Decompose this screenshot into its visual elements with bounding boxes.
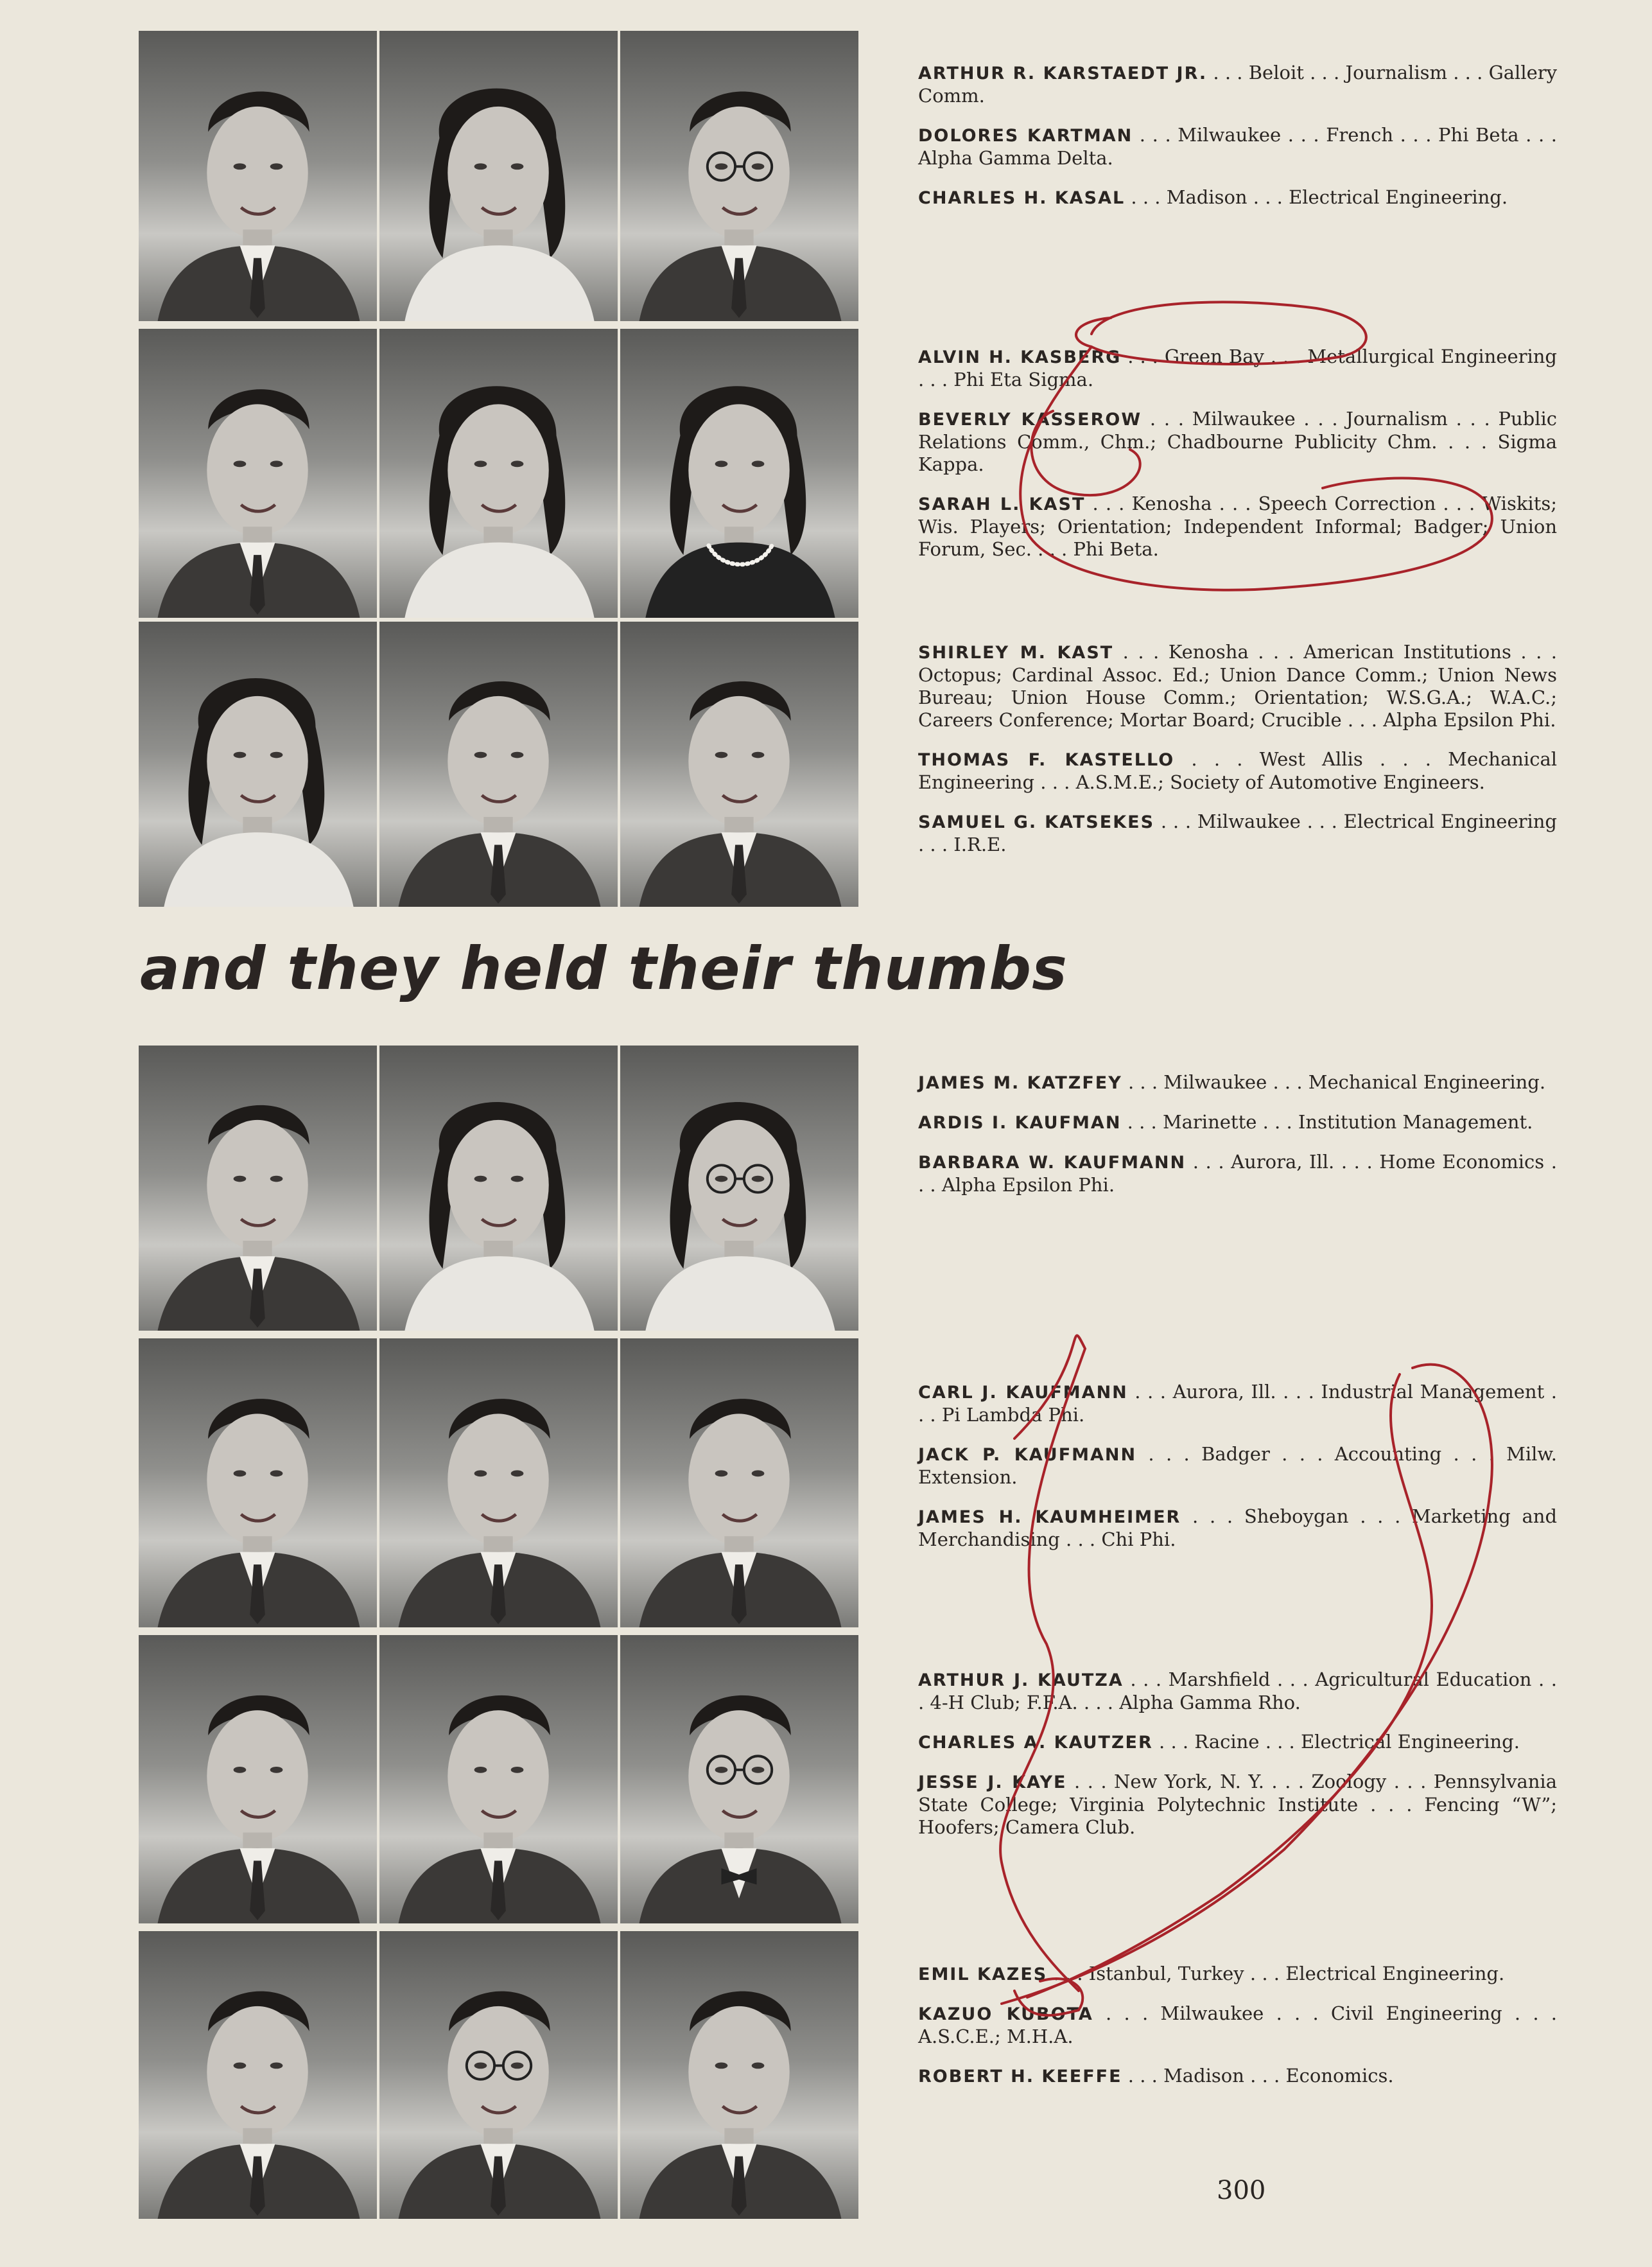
student-entry	[918, 1151, 1557, 1196]
student-entry	[918, 124, 1557, 170]
student-name: CHARLES H. KASAL	[918, 188, 1126, 208]
student-entry	[918, 1505, 1557, 1551]
student-details: . . . Green Bay . . . Metallurgical Engineering . . . Phi Eta Sigma.	[918, 346, 1557, 390]
student-details: . . . Madison . . . Electrical Engineering.	[1125, 186, 1508, 208]
student-details: . . . Milwaukee . . . Electrical Engineering . . . I.R.E.	[918, 810, 1557, 855]
student-entry	[918, 748, 1557, 794]
student-name: DOLORES KARTMAN	[918, 126, 1133, 146]
student-portrait	[139, 1338, 377, 1627]
entry-group-6	[918, 1668, 1557, 1855]
student-entry	[918, 1111, 1557, 1134]
student-entry	[918, 62, 1557, 107]
student-details: . . . Kenosha . . . Speech Correction . . . Wiskits; Wis. Players; Orientation; Independent Informal; Badger; Union Forum, Sec. . . . Phi Beta.	[918, 493, 1557, 560]
student-portrait	[139, 329, 377, 618]
student-details: . . . Milwaukee . . . Journalism . . . Public Relations Comm., Chm.; Chadbourne Publicity Chm. . . . Sigma Kappa.	[918, 408, 1557, 475]
student-name: SAMUEL G. KATSEKES	[918, 812, 1155, 832]
student-details: . . . Marinette . . . Institution Management.	[1121, 1111, 1533, 1133]
student-portrait	[379, 622, 618, 907]
student-portrait	[139, 1635, 377, 1923]
student-portrait	[139, 1046, 377, 1331]
entry-group-5	[918, 1381, 1557, 1568]
student-details: . . . Racine . . . Electrical Engineering.	[1152, 1731, 1520, 1753]
student-entry	[918, 1668, 1557, 1714]
student-portrait	[379, 1635, 618, 1923]
student-portrait	[620, 1931, 858, 2219]
student-details: . . . Sheboygan . . . Marketing and Merchandising . . . Chi Phi.	[918, 1505, 1558, 1550]
student-entry	[918, 1443, 1557, 1489]
student-name: JESSE J. KAYE	[918, 1772, 1067, 1792]
student-name: JAMES H. KAUMHEIMER	[918, 1507, 1181, 1527]
student-entry	[918, 493, 1557, 561]
student-name: EMIL KAZES	[918, 1965, 1048, 1984]
student-details: . . . Milwaukee . . . French . . . Phi Beta . . . Alpha Gamma Delta.	[918, 124, 1557, 169]
student-name: ROBERT H. KEEFFE	[918, 2067, 1122, 2087]
student-portrait	[379, 31, 618, 321]
student-details: . . . Milwaukee . . . Civil Engineering . . . A.S.C.E.; M.H.A.	[918, 2002, 1557, 2047]
student-name: JACK P. KAUFMANN	[918, 1445, 1137, 1465]
student-portrait	[379, 1338, 618, 1627]
student-entry	[918, 2065, 1557, 2088]
student-details: . . . Madison . . . Economics.	[1122, 2065, 1394, 2087]
student-portrait	[620, 1338, 858, 1627]
student-portrait	[379, 1931, 618, 2219]
student-portrait	[379, 329, 618, 618]
student-name: KAZUO KUBOTA	[918, 2004, 1093, 2024]
student-portrait	[620, 1635, 858, 1923]
student-details: . . . Badger . . . Accounting . . . Milw. Extension.	[918, 1443, 1557, 1488]
student-entry	[918, 408, 1557, 476]
student-entry	[918, 2002, 1557, 2048]
student-portrait	[620, 1046, 858, 1331]
entry-group-1	[918, 62, 1557, 226]
student-details: . . . Aurora, Ill. . . . Home Economics . . . Alpha Epsilon Phi.	[918, 1151, 1557, 1196]
student-name: JAMES M. KATZFEY	[918, 1073, 1122, 1093]
student-details: . . . Kenosha . . . American Institutions . . . Octopus; Cardinal Assoc. Ed.; Union Dance Comm.; Union News Bureau; Union House Comm.; Orientation; W.S.G.A.; W.A.C.; Careers Conference; Mortar Board; Crucible . . . Alpha Epsilon Phi.	[918, 641, 1557, 731]
student-details: . . . Istanbul, Turkey . . . Electrical Engineering.	[1047, 1963, 1505, 1984]
student-name: ARTHUR R. KARSTAEDT JR.	[918, 64, 1208, 83]
student-entry	[918, 1071, 1557, 1094]
student-name: ARDIS I. KAUFMAN	[918, 1113, 1122, 1133]
student-portrait	[139, 622, 377, 907]
student-portrait	[620, 622, 858, 907]
student-details: . . . Milwaukee . . . Mechanical Engineering.	[1122, 1071, 1546, 1093]
student-entry	[918, 1771, 1557, 1839]
student-name: ARTHUR J. KAUTZA	[918, 1670, 1124, 1690]
student-entry	[918, 1381, 1557, 1426]
student-portrait	[620, 31, 858, 321]
entry-group-4	[918, 1071, 1557, 1213]
section-headline: and they held their thumbs	[140, 934, 1068, 1003]
student-name: BARBARA W. KAUFMANN	[918, 1153, 1187, 1173]
student-portrait	[139, 31, 377, 321]
student-name: BEVERLY KASSEROW	[918, 410, 1142, 430]
student-entry	[918, 810, 1557, 856]
student-details: . . . Aurora, Ill. . . . Industrial Management . . . Pi Lambda Phi.	[918, 1381, 1558, 1426]
entry-group-3	[918, 641, 1557, 873]
page-number: 300	[1217, 2176, 1266, 2205]
student-entry	[918, 641, 1557, 731]
student-details: . . . West Allis . . . Mechanical Engineering . . . A.S.M.E.; Society of Automotive Engineers.	[918, 748, 1558, 793]
student-entry	[918, 1963, 1557, 1986]
student-name: THOMAS F. KASTELLO	[918, 750, 1175, 770]
student-name: SARAH L. KAST	[918, 495, 1086, 514]
student-name: CARL J. KAUFMANN	[918, 1383, 1128, 1403]
student-portrait	[139, 1931, 377, 2219]
student-details: . . . Marshfield . . . Agricultural Education . . . 4-H Club; F.F.A. . . . Alpha Gamma Rho.	[918, 1668, 1557, 1713]
student-entry	[918, 186, 1557, 209]
entry-group-2	[918, 346, 1557, 577]
student-name: ALVIN H. KASBERG	[918, 347, 1122, 367]
entry-group-7	[918, 1963, 1557, 2105]
student-entry	[918, 1731, 1557, 1754]
student-portrait	[379, 1046, 618, 1331]
student-entry	[918, 346, 1557, 391]
student-details: . . . Beloit . . . Journalism . . . Gallery Comm.	[918, 62, 1557, 107]
student-name: CHARLES A. KAUTZER	[918, 1733, 1153, 1753]
student-details: . . . New York, N. Y. . . . Zoology . . . Pennsylvania State College; Virginia Polytechnic Institute . . . Fencing “W”; Hoofers; Camera Club.	[918, 1771, 1557, 1838]
student-name: SHIRLEY M. KAST	[918, 643, 1114, 663]
student-portrait	[620, 329, 858, 618]
